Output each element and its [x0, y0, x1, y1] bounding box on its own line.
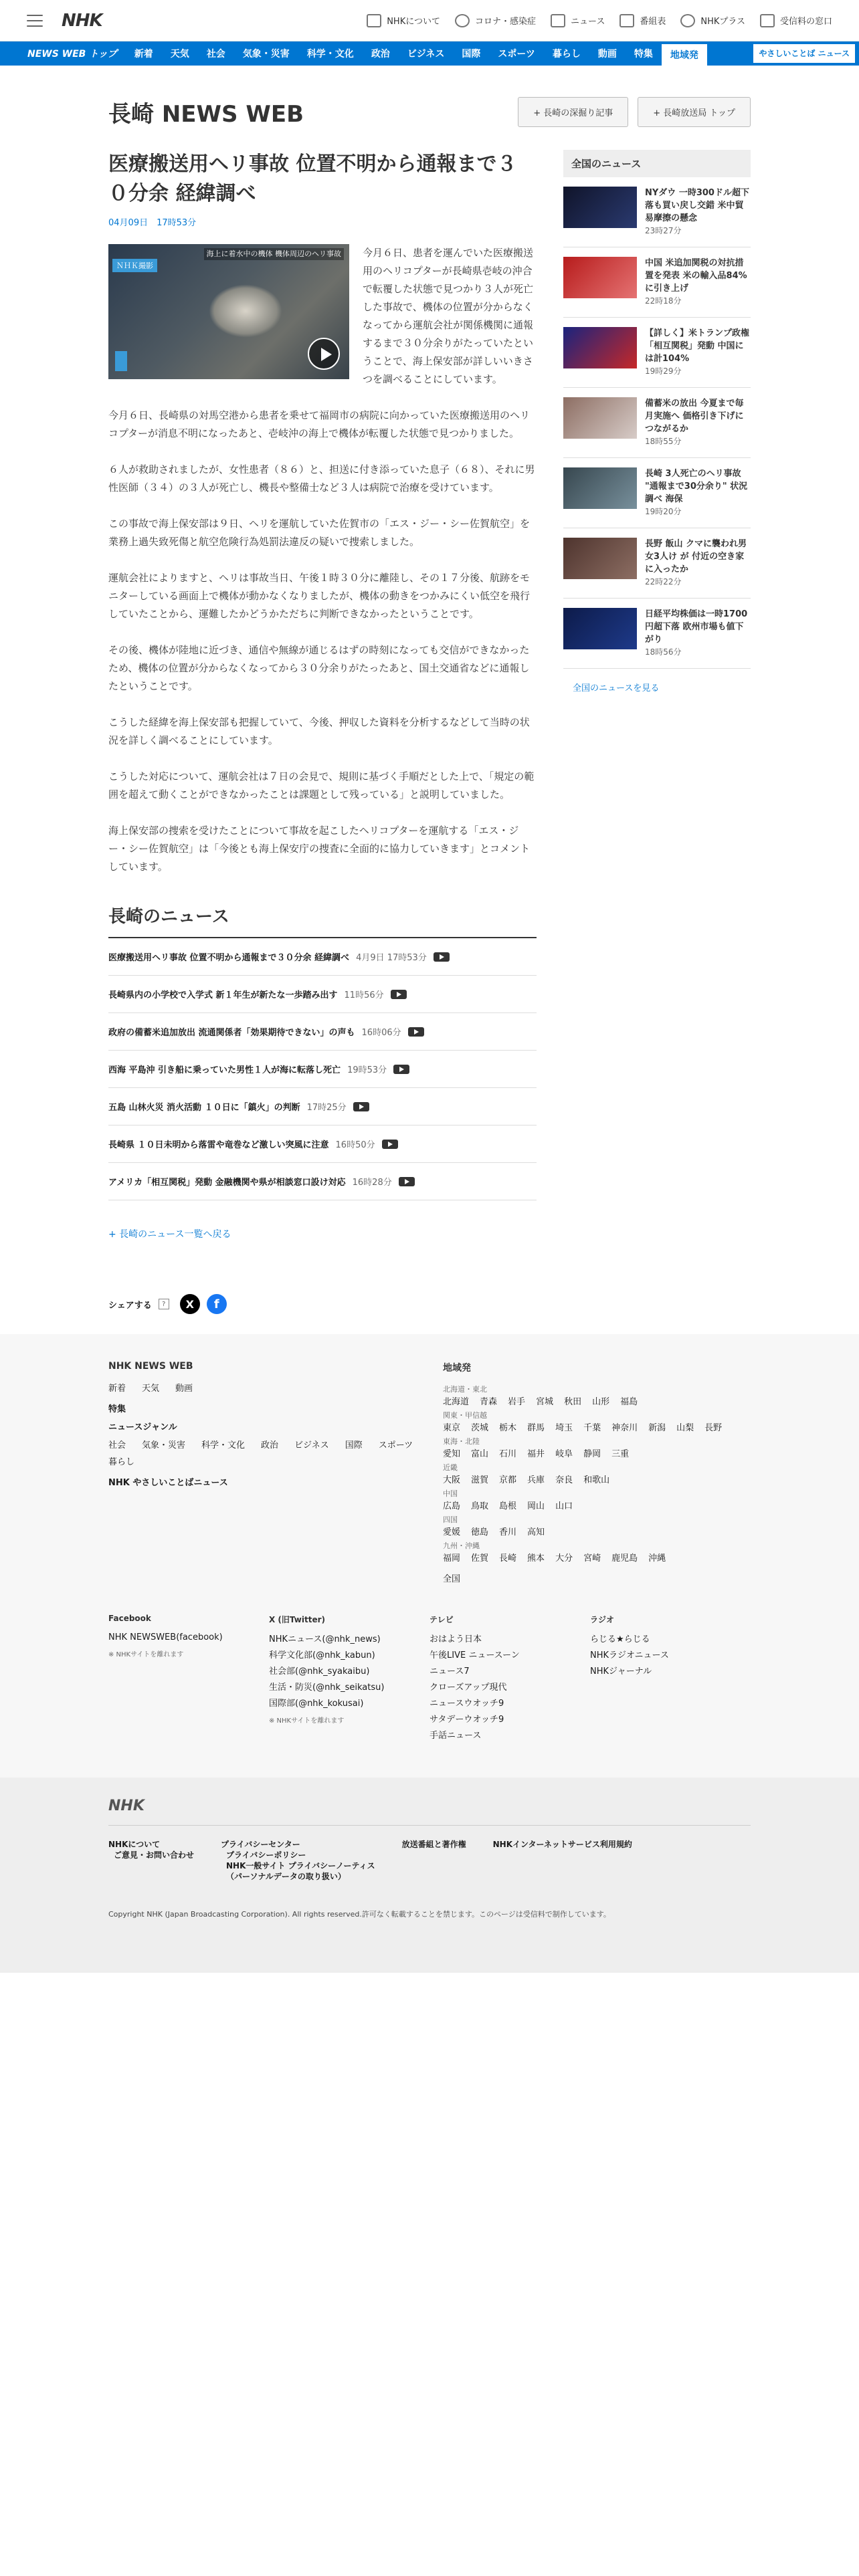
- grid-icon: [619, 14, 634, 27]
- nav-business[interactable]: ビジネス: [407, 49, 445, 60]
- local-news-time: 4月9日 17時53分: [356, 953, 427, 963]
- thumbnail-tag: ＮＨＫ撮影: [112, 259, 157, 272]
- nav-science[interactable]: 科学・文化: [306, 49, 354, 60]
- sidebar-news-item[interactable]: [563, 318, 751, 388]
- footer-link[interactable]: NHK NEWSWEB(facebook): [108, 1632, 223, 1642]
- local-news-item[interactable]: [108, 1163, 537, 1200]
- link-about-nhk[interactable]: [367, 14, 440, 27]
- region-link[interactable]: 新潟: [648, 1423, 666, 1433]
- footer-heading[interactable]: NHK NEWS WEB: [108, 1361, 193, 1372]
- region-links: [443, 1420, 751, 1433]
- region-link[interactable]: 岐阜: [555, 1449, 573, 1459]
- footer: [0, 1334, 859, 1778]
- footer-col-heading: テレビ: [430, 1615, 454, 1624]
- footer-link[interactable]: NHKラジオニュース: [590, 1650, 669, 1660]
- region-link[interactable]: 大阪: [443, 1475, 461, 1485]
- footer-link[interactable]: NHK一般サイト プライバシーノーティス: [226, 1861, 375, 1870]
- news-thumbnail: [563, 257, 637, 298]
- region-link[interactable]: 山形: [592, 1397, 610, 1407]
- copyright: Copyright NHK (Japan Broadcasting Corporation). All rights reserved.許可なく転載することを禁じます。このページは受信料で制作しています。: [108, 1910, 611, 1919]
- footer-note: ※ NHKサイトを離れます: [108, 1651, 184, 1658]
- sidebar-news-title: 備蓄米の放出 今夏まで毎月実施へ 価格引き下げにつながるか: [645, 399, 744, 434]
- footer-sns-cols: [108, 1614, 751, 1778]
- sidebar-news-text: [645, 538, 751, 588]
- region-link[interactable]: 香川: [499, 1527, 517, 1537]
- region-link[interactable]: 山梨: [676, 1423, 694, 1433]
- region-link[interactable]: 長野: [704, 1423, 723, 1433]
- nav-disaster[interactable]: 気象・災害: [242, 49, 290, 60]
- nav-easy-news[interactable]: やさしいことば ニュース: [753, 44, 855, 63]
- video-icon: [382, 1140, 398, 1149]
- sidebar-news-time: 22時18分: [645, 296, 682, 306]
- region-label: 北海道・東北: [443, 1385, 487, 1394]
- sidebar-news-item[interactable]: [563, 247, 751, 318]
- local-news-time: 16時06分: [361, 1028, 401, 1038]
- sidebar-news-item[interactable]: [563, 528, 751, 599]
- play-video-icon[interactable]: [308, 338, 340, 370]
- sidebar-news-text: [645, 327, 751, 378]
- footer-link[interactable]: らじる★らじる: [590, 1634, 650, 1644]
- region-link[interactable]: 石川: [499, 1449, 517, 1459]
- footer-link[interactable]: 午後LIVE ニュースーン: [430, 1650, 520, 1660]
- sidebar-title: 全国のニュース: [563, 150, 751, 177]
- article-paragraph: その後、機体が陸地に近づき、通信や無線が通じるはずの時刻になっても交信ができなかったため、機体の位置が分からなくなってから３０分余りがたったあと、国土交通省などに通報したということです。: [108, 644, 530, 692]
- article-video-thumbnail[interactable]: [108, 244, 349, 379]
- video-icon: [393, 1065, 409, 1074]
- sidebar-news-item[interactable]: [563, 388, 751, 458]
- region-link[interactable]: 栃木: [499, 1423, 517, 1433]
- region-link[interactable]: 高知: [527, 1527, 545, 1537]
- helicopter-image: [209, 284, 282, 338]
- footer-heading: 地域発: [443, 1363, 471, 1374]
- region-link[interactable]: 広島: [443, 1501, 461, 1511]
- footer-link[interactable]: NHKニュース(@nhk_news): [269, 1634, 381, 1644]
- nav-feature[interactable]: 特集: [634, 49, 653, 60]
- region-links: [443, 1446, 751, 1459]
- video-icon: [399, 1177, 415, 1186]
- footer-link[interactable]: プライバシーポリシー: [226, 1850, 306, 1860]
- nav-international[interactable]: 国際: [462, 49, 481, 60]
- nav-top[interactable]: NEWS WEB トップ: [27, 49, 117, 60]
- sidebar-news-title: 中国 米追加関税の対抗措置を発表 米の輸入品84%に引き上げ: [645, 258, 747, 294]
- link-label: NHKについて: [387, 17, 440, 27]
- facebook-share-icon[interactable]: f: [207, 1294, 227, 1314]
- news-thumbnail: [563, 608, 637, 649]
- nav-society[interactable]: 社会: [206, 49, 225, 60]
- footer-link[interactable]: 動画: [175, 1384, 193, 1394]
- card-icon: [760, 14, 775, 27]
- footer-note: ※ NHKサイトを離れます: [269, 1717, 345, 1725]
- sidebar: [563, 150, 751, 1314]
- footer-col: [108, 1614, 269, 1744]
- local-news-text: アメリカ「相互関税」発動 金融機関や県が相談窓口設け対応: [108, 1178, 346, 1188]
- region-link[interactable]: 岩手: [508, 1397, 526, 1407]
- sidebar-news-item[interactable]: [563, 599, 751, 669]
- sidebar-news-time: 22時22分: [645, 577, 682, 586]
- footer-bottom: [0, 1778, 859, 1973]
- region-link[interactable]: 福井: [527, 1449, 545, 1459]
- footer-link[interactable]: ニュース7: [430, 1667, 470, 1677]
- footer-nhk-logo[interactable]: NHK: [108, 1798, 145, 1814]
- footer-link[interactable]: ご意見・お問い合わせ: [114, 1850, 195, 1860]
- article-paragraph: こうした経緯を海上保安部も把握していて、今後、押収した資料を分析するなどして当時の状況を詳しく調べることにしています。: [108, 716, 530, 746]
- sidebar-news-title: 日経平均株価は一時1700円超下落 欧州市場も値下がり: [645, 609, 748, 645]
- article-paragraph: こうした対応について、運航会社は７日の会見で、規則に基づく手順だとした上で、「規定の範囲を超えて動くことができなかったことは課題として残っている」と説明していました。: [108, 770, 535, 800]
- share-label: シェアする: [108, 1300, 152, 1311]
- play-icon: [680, 14, 695, 27]
- footer-link[interactable]: 手話ニュース: [430, 1731, 482, 1741]
- region-link[interactable]: 愛媛: [443, 1527, 461, 1537]
- region-link[interactable]: 三重: [611, 1449, 630, 1459]
- sidebar-news-list: [563, 177, 751, 669]
- region-link[interactable]: 茨城: [471, 1423, 489, 1433]
- menu-icon[interactable]: [27, 15, 43, 27]
- content-wrap: [108, 150, 751, 1314]
- region-links: [443, 1394, 751, 1407]
- sidebar-news-time: 18時56分: [645, 647, 682, 657]
- news-thumbnail: [563, 538, 637, 579]
- footer-link[interactable]: ニュースウオッチ9: [430, 1699, 504, 1709]
- sidebar-news-title: 【詳しく】米トランプ政権「相互関税」発動 中国には計104%: [645, 328, 750, 364]
- footer-link[interactable]: おはよう日本: [430, 1634, 482, 1644]
- deep-dive-button[interactable]: + 長崎の深掘り記事: [518, 97, 628, 127]
- article-paragraph: 運航会社によりますと、ヘリは事故当日、午後１時３０分に離陸し、その１７分後、航跡をモニターしている画面上で機体が動かなくなりましたが、機体の動きをつかみにくい低空を飛行していたことから、運難したかどうかただちに判断できなかったということです。: [108, 572, 531, 620]
- main-nav: [0, 41, 859, 66]
- region-label: 中国: [443, 1489, 458, 1498]
- local-news-item[interactable]: [108, 1051, 537, 1088]
- footer-col-heading: Facebook: [108, 1614, 151, 1623]
- footer-news-col: [108, 1361, 416, 1587]
- region-link[interactable]: 福島: [620, 1397, 638, 1407]
- news-thumbnail: [563, 397, 637, 439]
- footer-link[interactable]: 科学文化部(@nhk_kabun): [269, 1650, 375, 1660]
- section-title: 長崎 NEWS WEB: [108, 100, 304, 128]
- footer-link[interactable]: 特集: [108, 1404, 126, 1414]
- nhk-logo[interactable]: NHK: [62, 10, 102, 31]
- nhk-mark-icon: [115, 351, 127, 371]
- article-title: 医療搬送用ヘリ事故 位置不明から通報まで３０分余 経緯調べ: [108, 152, 517, 205]
- local-news-item[interactable]: [108, 976, 537, 1013]
- footer-genre-link[interactable]: 国際: [345, 1440, 363, 1451]
- sidebar-news-text: [645, 467, 751, 518]
- nav-regional[interactable]: 地域発: [662, 44, 707, 66]
- local-news-list: [108, 938, 537, 1200]
- nav-new[interactable]: 新着: [134, 49, 153, 60]
- article-paragraph: 今月６日、患者を運んでいた医療搬送用のヘリコプターが長崎県壱岐の沖合で転覆した状態で見つかり３人が死亡した事故で、機体の位置が分からなくなってから運航会社が関係機関に通報するまで３０分余りがたっていたということで、海上保安部が詳しいいきさつを調べることにしています。: [363, 247, 534, 385]
- local-news-time: 17時25分: [306, 1103, 347, 1113]
- region-link[interactable]: 京都: [499, 1475, 517, 1485]
- sidebar-news-text: [645, 397, 751, 448]
- sidebar-news-time: 23時27分: [645, 226, 682, 235]
- nav-sports[interactable]: スポーツ: [498, 49, 535, 60]
- local-news-time: 11時56分: [344, 990, 384, 1000]
- region-label: 近畿: [443, 1463, 458, 1472]
- local-news-more-link[interactable]: + 長崎のニュース一覧へ戻る: [108, 1229, 231, 1240]
- footer-easy-link[interactable]: NHK やさしいことばニュース: [108, 1478, 228, 1488]
- local-news-time: 16時28分: [352, 1178, 392, 1188]
- region-link[interactable]: 東京: [443, 1423, 461, 1433]
- article-paragraph: 今月６日、長崎県の対馬空港から患者を乗せて福岡市の病院に向かっていた医療搬送用のヘリコプターが消息不明になったあと、壱岐沖の海上で機体が転覆した状態で見つかりました。: [108, 409, 531, 439]
- x-share-icon[interactable]: X: [180, 1294, 200, 1314]
- footer-link[interactable]: プライバシーセンター: [221, 1840, 300, 1849]
- footer-genre-links: [108, 1438, 416, 1467]
- link-fee[interactable]: [760, 14, 832, 27]
- footer-col: [269, 1614, 430, 1744]
- local-news-text: 政府の備蓄米追加放出 流通関係者「効果期待できない」の声も: [108, 1028, 355, 1038]
- link-nhk-plus[interactable]: [680, 14, 745, 27]
- footer-link[interactable]: 社会部(@nhk_syakaibu): [269, 1667, 370, 1677]
- region-list: [443, 1384, 751, 1564]
- region-link[interactable]: 富山: [471, 1449, 489, 1459]
- footer-col-heading: X (旧Twitter): [269, 1615, 325, 1624]
- region-link[interactable]: 和歌山: [583, 1475, 610, 1485]
- region-link[interactable]: 静岡: [583, 1449, 601, 1459]
- link-label: 番組表: [640, 17, 666, 27]
- region-link[interactable]: 奈良: [555, 1475, 573, 1485]
- video-icon: [353, 1102, 369, 1111]
- footer-genre-link[interactable]: ビジネス: [294, 1440, 329, 1451]
- sidebar-news-time: 18時55分: [645, 437, 682, 446]
- link-label: コロナ・感染症: [474, 17, 536, 27]
- footer-genre-link[interactable]: スポーツ: [378, 1440, 413, 1451]
- article-paragraph: この事故で海上保安部は９日、ヘリを運航していた佐賀市の「エス・ジー・シー佐賀航空」を業務上過失致死傷と航空危険行為処罰法違反の疑いで捜索しました。: [108, 518, 531, 548]
- nhk-icon: [367, 14, 381, 27]
- section-buttons: [518, 97, 751, 127]
- region-link[interactable]: 愛知: [443, 1449, 461, 1459]
- main-column: [108, 150, 537, 1314]
- sidebar-news-title: 長野 飯山 クマに襲われ男女3人け が 付近の空き家に入ったか: [645, 539, 747, 574]
- article-date: 04月09日 17時53分: [108, 218, 197, 228]
- footer-link[interactable]: サタデーウオッチ9: [430, 1715, 504, 1725]
- footer-link[interactable]: 国際部(@nhk_kokusai): [269, 1699, 364, 1709]
- help-icon[interactable]: ?: [159, 1299, 169, 1309]
- link-label: 受信料の窓口: [779, 17, 832, 27]
- footer-bottom-col: [402, 1839, 466, 1882]
- news-thumbnail: [563, 327, 637, 368]
- footer-region-col: [443, 1361, 751, 1587]
- nav-spacer: [707, 41, 750, 66]
- news-thumbnail: [563, 187, 637, 228]
- footer-link[interactable]: クローズアップ現代: [430, 1683, 507, 1693]
- article-paragraph: 海上保安部の捜索を受けたことについて事故を起こしたヘリコプターを運航する「エス・ジー・シー佐賀航空」は「今後とも海上保安庁の捜査に全面的に協力していきます」とコメントしています。: [108, 825, 531, 873]
- link-label: NHKプラス: [700, 17, 745, 27]
- footer-bottom-col: [493, 1839, 632, 1882]
- region-link[interactable]: 北海道: [443, 1397, 470, 1407]
- footer-genre-heading: ニュースジャンル: [108, 1422, 177, 1432]
- region-link[interactable]: 長崎: [499, 1553, 517, 1564]
- footer-link[interactable]: NHKインターネットサービス利用規約: [492, 1840, 632, 1849]
- video-icon: [391, 990, 407, 999]
- section-header: [108, 86, 751, 138]
- footer-col: [430, 1614, 590, 1744]
- article-paragraph: ６人が救助されましたが、女性患者（８６）と、担送に付き添っていた息子（６８）、それに男性医師（３４）の３人が死亡し、機長や整備士など３人は病院で治療を受けています。: [108, 463, 535, 494]
- region-link[interactable]: 大分: [555, 1553, 573, 1564]
- sidebar-news-time: 19時29分: [645, 366, 682, 376]
- region-link[interactable]: 福岡: [443, 1553, 461, 1564]
- footer-bottom-col: [221, 1839, 375, 1882]
- local-news-text: 西海 平島沖 引き船に乗っていた男性１人が海に転落し死亡: [108, 1065, 341, 1075]
- local-news-text: 長崎県内の小学校で入学式 新１年生が新たな一歩踏み出す: [108, 990, 338, 1000]
- sidebar-news-item[interactable]: [563, 458, 751, 528]
- thumbnail-caption: 海上に着水中の機体 機体周辺のヘリ事故: [204, 248, 345, 260]
- region-link[interactable]: 鹿児島: [611, 1553, 638, 1564]
- local-news-text: 五島 山林火災 消火活動 １０日に「鎮火」の判断: [108, 1103, 300, 1113]
- footer-link[interactable]: 放送番組と著作権: [401, 1840, 466, 1849]
- divider: [108, 1825, 751, 1826]
- local-news-item[interactable]: [108, 1125, 537, 1163]
- region-label: 東海・北陸: [443, 1437, 480, 1446]
- video-icon: [408, 1027, 424, 1037]
- local-news-time: 16時50分: [335, 1140, 375, 1150]
- footer-genre-link[interactable]: 暮らし: [108, 1457, 135, 1467]
- local-news-time: 19時53分: [347, 1065, 387, 1075]
- footer-link[interactable]: NHKジャーナル: [590, 1667, 652, 1677]
- footer-genre-link[interactable]: 社会: [108, 1440, 126, 1451]
- sidebar-more-link[interactable]: 全国のニュースを見る: [573, 683, 660, 693]
- footer-link[interactable]: （パーソナルデータの取り扱い）: [226, 1872, 346, 1881]
- region-link[interactable]: 埼玉: [555, 1423, 573, 1433]
- top-links: [367, 14, 832, 27]
- link-corona[interactable]: [455, 14, 536, 27]
- region-links: [443, 1499, 751, 1511]
- region-link[interactable]: 山口: [555, 1501, 573, 1511]
- region-links: [443, 1551, 751, 1564]
- sidebar-news-title: NYダウ 一時300ドル超下落も買い戻し交錯 米中貿易摩擦の懸念: [645, 188, 749, 223]
- footer-col: [590, 1614, 751, 1744]
- top-header: [0, 0, 859, 41]
- nav-politics[interactable]: 政治: [371, 49, 390, 60]
- region-link[interactable]: 秋田: [564, 1397, 582, 1407]
- region-links: [443, 1525, 751, 1537]
- region-link[interactable]: 岡山: [527, 1501, 545, 1511]
- local-news-item[interactable]: [108, 1088, 537, 1125]
- region-link[interactable]: 兵庫: [527, 1475, 545, 1485]
- share-bar: [108, 1294, 537, 1314]
- local-news-item[interactable]: [108, 938, 537, 976]
- region-link[interactable]: 群馬: [527, 1423, 545, 1433]
- local-news-text: 医療搬送用ヘリ事故 位置不明から通報まで３０分余 経緯調べ: [108, 953, 350, 963]
- station-top-button[interactable]: + 長崎放送局 トップ: [638, 97, 751, 127]
- footer-link[interactable]: 全国: [443, 1574, 461, 1584]
- footer-link[interactable]: 天気: [142, 1384, 160, 1394]
- link-news[interactable]: [551, 14, 605, 27]
- link-program-guide[interactable]: [619, 14, 666, 27]
- region-link[interactable]: 千葉: [583, 1423, 601, 1433]
- news-thumbnail: [563, 467, 637, 509]
- local-news-text: 長崎県 １０日未明から落雷や竜巻など激しい突風に注意: [108, 1140, 329, 1150]
- region-link[interactable]: 滋賀: [471, 1475, 489, 1485]
- region-link[interactable]: 鳥取: [471, 1501, 489, 1511]
- footer-genre-link[interactable]: 科学・文化: [201, 1440, 246, 1451]
- sidebar-news-title: 長崎 3人死亡のヘリ事故 "通報まで30分余り" 状況調べ 海保: [645, 469, 748, 504]
- footer-link[interactable]: 生活・防災(@nhk_seikatsu): [269, 1683, 385, 1693]
- region-label: 四国: [443, 1515, 458, 1524]
- region-label: 九州・沖縄: [443, 1541, 480, 1550]
- region-link[interactable]: 熊本: [527, 1553, 545, 1564]
- nav-video[interactable]: 動画: [597, 49, 617, 60]
- footer-link[interactable]: NHKについて: [108, 1840, 161, 1849]
- virus-icon: [455, 14, 470, 27]
- footer-bottom-col: [108, 1839, 194, 1882]
- nav-life[interactable]: 暮らし: [552, 49, 581, 60]
- region-link[interactable]: 宮崎: [583, 1553, 601, 1564]
- footer-col-heading: ラジオ: [590, 1615, 615, 1624]
- region-link[interactable]: 島根: [499, 1501, 517, 1511]
- region-link[interactable]: 徳島: [471, 1527, 489, 1537]
- region-links: [443, 1473, 751, 1485]
- footer-genre-link[interactable]: 気象・災害: [142, 1440, 186, 1451]
- region-link[interactable]: 佐賀: [471, 1553, 489, 1564]
- sidebar-news-text: [645, 257, 751, 308]
- footer-genre-link[interactable]: 政治: [261, 1440, 279, 1451]
- footer-link[interactable]: 新着: [108, 1384, 126, 1394]
- sidebar-news-time: 19時20分: [645, 507, 682, 516]
- local-news-item[interactable]: [108, 1013, 537, 1051]
- news-icon: [551, 14, 565, 27]
- region-link[interactable]: 青森: [480, 1397, 498, 1407]
- region-link[interactable]: 神奈川: [611, 1423, 638, 1433]
- sidebar-news-item[interactable]: [563, 177, 751, 247]
- sidebar-news-text: [645, 187, 751, 237]
- sidebar-news-text: [645, 608, 751, 659]
- link-label: ニュース: [570, 17, 605, 27]
- region-link[interactable]: 沖縄: [648, 1553, 666, 1564]
- local-news-title: 長崎のニュース: [108, 903, 537, 938]
- article-body: [108, 244, 537, 876]
- region-link[interactable]: 宮城: [536, 1397, 554, 1407]
- nav-weather[interactable]: 天気: [170, 49, 189, 60]
- video-icon: [434, 952, 450, 962]
- region-label: 関東・甲信越: [443, 1411, 487, 1420]
